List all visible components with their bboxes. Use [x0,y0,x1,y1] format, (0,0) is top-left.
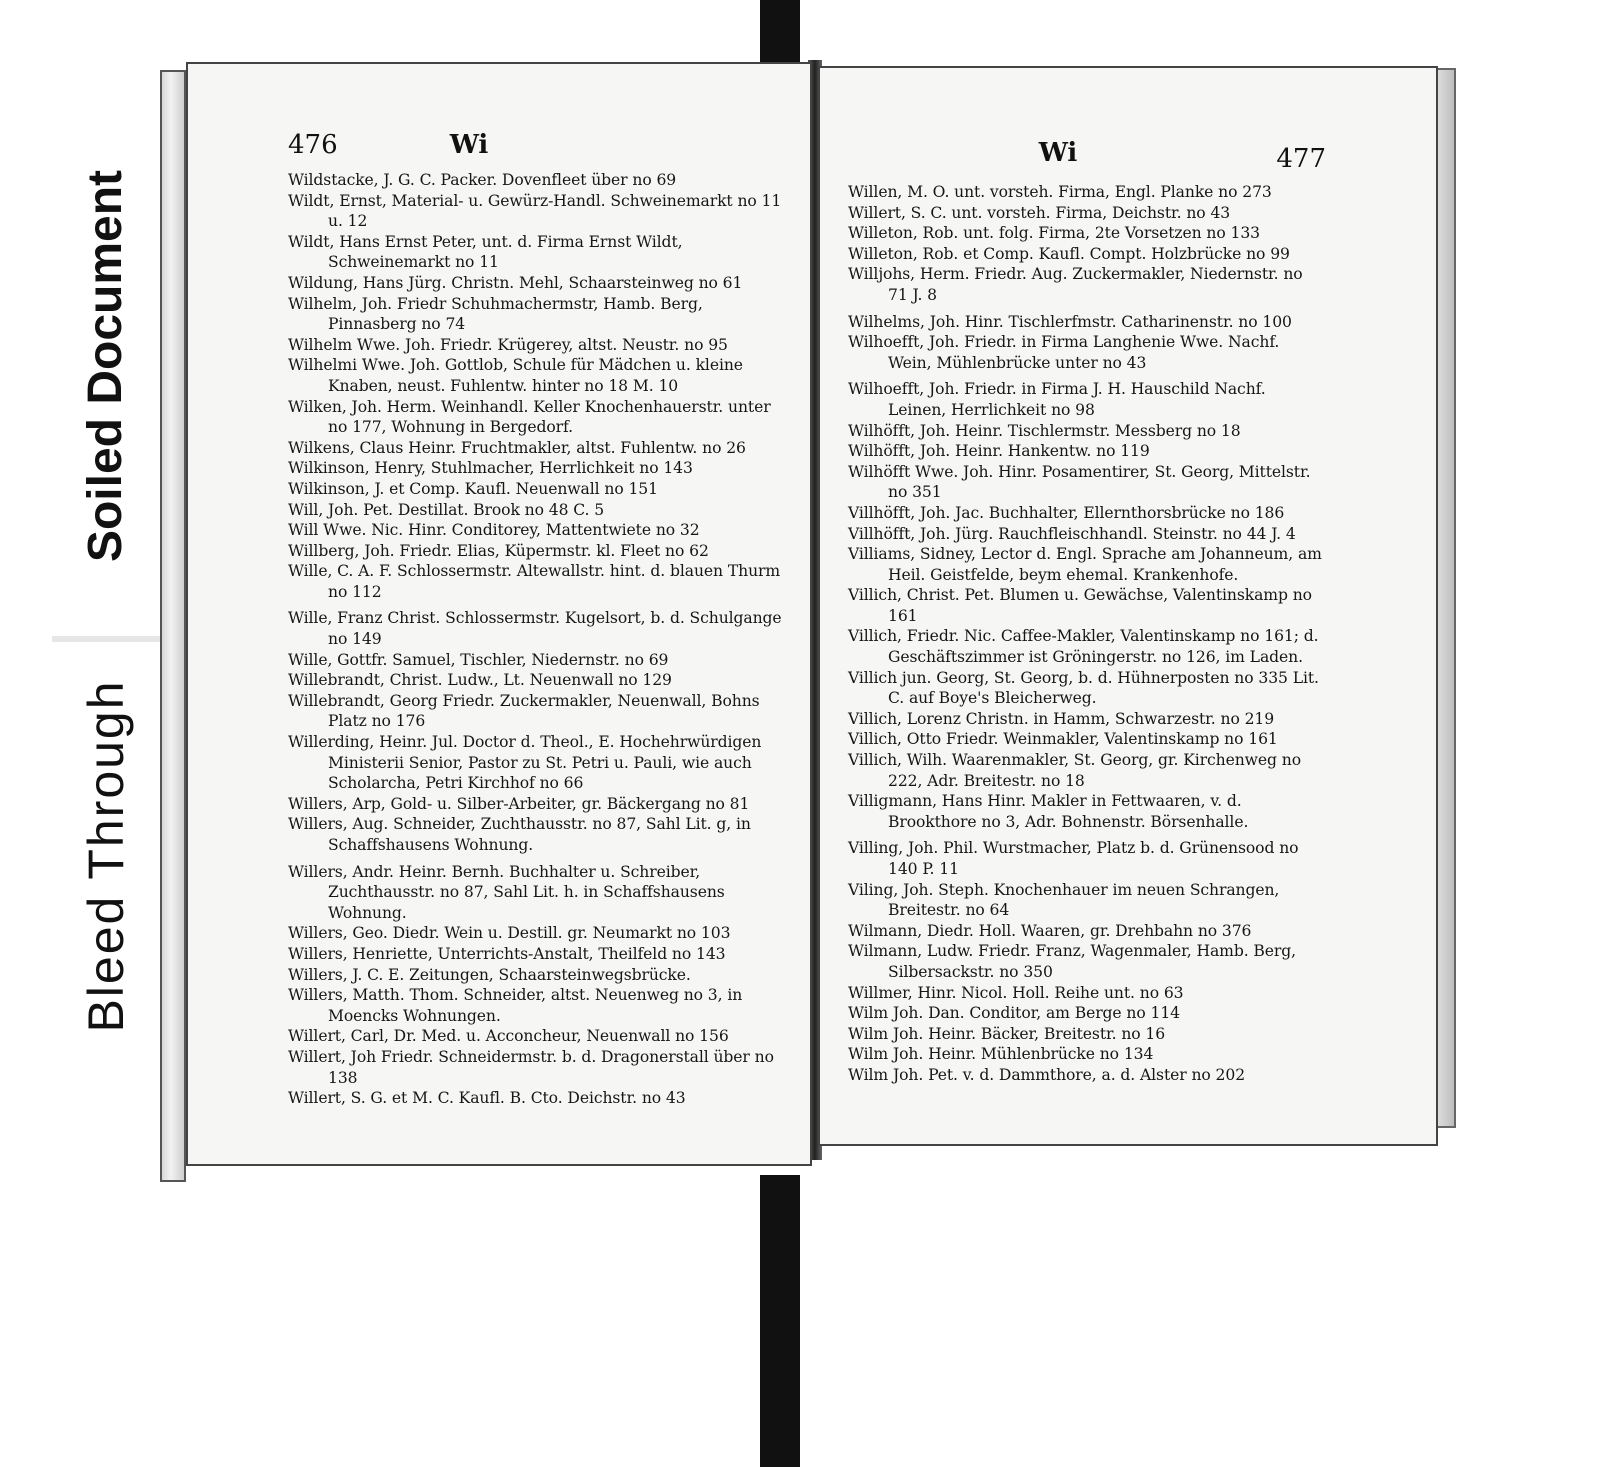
directory-entry [848,244,1326,265]
directory-entry [848,524,1326,545]
directory-entry-text: Villich, Lorenz Christn. in Hamm, Schwarzestr. no 219 [848,709,1275,728]
directory-entry [848,312,1326,333]
directory-entry-text: Villich jun. Georg, St. Georg, b. d. Hühnerposten no 335 Lit. C. auf Boye's Bleicherweg. [848,668,1319,708]
directory-entry [288,862,788,924]
directory-entry [288,670,788,691]
directory-entry-text: Wilhoefft, Joh. Friedr. in Firma J. H. Hauschild Nachf. Leinen, Herrlichkeit no 98 [848,380,1266,419]
overlay-label-strip [52,96,160,1116]
directory-entry-text: Willert, Joh Friedr. Schneidermstr. b. d. Dragonerstall über no 138 [288,1047,774,1087]
directory-entry [288,232,788,273]
directory-entry-text: Wilm Joh. Pet. v. d. Dammthore, a. d. Alster no 202 [848,1065,1246,1084]
directory-entry-text: Willeton, Rob. et Comp. Kaufl. Compt. Holzbrücke no 99 [848,244,1290,263]
directory-entry [288,500,788,521]
directory-entry-text: Villing, Joh. Phil. Wurstmacher, Platz b. d. Grünensood no 140 P. 11 [848,839,1299,878]
directory-entry [848,264,1326,305]
directory-entry [288,732,788,794]
directory-entry [288,273,788,294]
right-running-head [820,134,1436,174]
directory-entry-text: Villigmann, Hans Hinr. Makler in Fettwaaren, v. d. Brookthore no 3, Adr. Bohnenstr. Börsenhalle. [848,792,1249,831]
directory-entry [288,608,788,649]
directory-entry [288,561,788,602]
left-page-number: 476 [288,130,338,160]
directory-entry-text: Willjohs, Herm. Friedr. Aug. Zuckermakler, Niedernstr. no 71 J. 8 [848,265,1303,304]
directory-entry [848,880,1326,921]
directory-entry-text: Wilhöfft Wwe. Joh. Hinr. Posamentirer, St. Georg, Mittelstr. no 351 [848,462,1311,502]
directory-entry-text: Wille, Franz Christ. Schlossermstr. Kugelsort, b. d. Schulgange no 149 [288,609,782,649]
directory-entry [848,709,1326,730]
directory-entry [848,1044,1326,1065]
directory-entry [288,650,788,671]
directory-entry [288,541,788,562]
directory-entry-text: Wilm Joh. Heinr. Mühlenbrücke no 134 [848,1045,1154,1064]
right-entry-list [848,182,1326,1086]
directory-entry [288,191,788,232]
directory-entry-text: Viling, Joh. Steph. Knochenhauer im neuen Schrangen, Breitestr. no 64 [848,880,1280,920]
directory-entry-text: Willebrandt, Georg Friedr. Zuckermakler, Neuenwall, Bohns Platz no 176 [288,691,760,731]
directory-entry-text: Villich, Christ. Pet. Blumen u. Gewächse, Valentinskamp no 161 [848,586,1312,625]
directory-entry-text: Wilhelm, Joh. Friedr Schuhmachermstr, Hamb. Berg, Pinnasberg no 74 [288,294,703,334]
directory-entry-text: Wilhelms, Joh. Hinr. Tischlerfmstr. Catharinenstr. no 100 [848,312,1292,331]
directory-entry [848,421,1326,442]
directory-entry-text: Willers, Aug. Schneider, Zuchthausstr. no 87, Sahl Lit. g, in Schaffshausens Wohnung. [288,815,751,854]
directory-entry-text: Willeton, Rob. unt. folg. Firma, 2te Vorsetzen no 133 [848,224,1260,243]
directory-entry [848,921,1326,942]
directory-entry [288,923,788,944]
directory-entry [848,750,1326,791]
directory-entry-text: Wilhelmi Wwe. Joh. Gottlob, Schule für Mädchen u. kleine Knaben, neust. Fuhlentw. hinter no 18 M. 10 [288,356,743,395]
directory-entry [288,438,788,459]
directory-entry [848,203,1326,224]
directory-entry-text: Wilmann, Diedr. Holl. Waaren, gr. Drehbahn no 376 [848,921,1252,940]
directory-entry [848,1065,1326,1086]
directory-entry [288,1026,788,1047]
directory-entry-text: Willers, Matth. Thom. Schneider, altst. Neuenweg no 3, in Moencks Wohnungen. [288,986,743,1025]
directory-entry-text: Willers, Arp, Gold- u. Silber-Arbeiter, gr. Bäckergang no 81 [288,794,750,813]
directory-entry [288,170,788,191]
directory-entry-text: Willers, Geo. Diedr. Wein u. Destill. gr. Neumarkt no 103 [288,924,731,943]
directory-entry [848,626,1326,667]
directory-entry-text: Willers, Andr. Heinr. Bernh. Buchhalter u. Schreiber, Zuchthausstr. no 87, Sahl Lit. h. in Schaffshausens Wohnung. [288,862,725,922]
left-entry-list [288,170,788,1109]
directory-entry [848,668,1326,709]
directory-entry [848,838,1326,879]
directory-entry-text: Willert, S. G. et M. C. Kaufl. B. Cto. Deichstr. no 43 [288,1089,686,1108]
directory-entry-text: Villiams, Sidney, Lector d. Engl. Sprache am Johanneum, am Heil. Geistfelde, beym ehemal. Krankenhofe. [848,545,1322,584]
left-running-head [188,130,810,170]
directory-entry [848,462,1326,503]
directory-entry [288,985,788,1026]
directory-entry-text: Wilmann, Ludw. Friedr. Franz, Wagenmaler, Hamb. Berg, Silbersackstr. no 350 [848,942,1297,981]
directory-entry-text: Wilkinson, Henry, Stuhlmacher, Herrlichkeit no 143 [288,459,693,478]
binding-strap-bottom [760,1175,800,1467]
directory-entry-text: Villich, Friedr. Nic. Caffee-Makler, Valentinskamp no 161; d. Geschäftszimmer ist Gröningerstr. no 126, im Laden. [848,627,1319,667]
directory-entry-text: Willers, Henriette, Unterrichts-Anstalt, Theilfeld no 143 [288,944,726,963]
directory-entry [848,1003,1326,1024]
directory-entry [848,1024,1326,1045]
book-edge-left [160,70,186,1182]
directory-entry [848,585,1326,626]
directory-entry-text: Wilken, Joh. Herm. Weinhandl. Keller Knochenhauerstr. unter no 177, Wohnung in Bergedorf. [288,397,771,437]
directory-entry [288,355,788,396]
directory-entry [848,729,1326,750]
directory-entry [288,965,788,986]
directory-entry-text: Willert, S. C. unt. vorsteh. Firma, Deichstr. no 43 [848,203,1231,222]
right-page [818,66,1438,1146]
directory-entry-text: Wille, C. A. F. Schlossermstr. Altewallstr. hint. d. blauen Thurm no 112 [288,562,781,601]
directory-entry-text: Wildt, Ernst, Material- u. Gewürz-Handl. Schweinemarkt no 11 u. 12 [288,191,782,231]
directory-entry-text: Wildt, Hans Ernst Peter, unt. d. Firma Ernst Wildt, Schweinemarkt no 11 [288,232,683,272]
directory-entry [288,335,788,356]
directory-entry [848,791,1326,832]
directory-entry [288,458,788,479]
directory-entry-text: Wille, Gottfr. Samuel, Tischler, Niedernstr. no 69 [288,650,669,669]
directory-entry [288,814,788,855]
directory-entry-text: Wildstacke, J. G. C. Packer. Dovenfleet über no 69 [288,171,677,189]
directory-entry [288,944,788,965]
directory-entry-text: Willberg, Joh. Friedr. Elias, Küpermstr. kl. Fleet no 62 [288,541,709,560]
directory-entry-text: Wilhöfft, Joh. Heinr. Hankentw. no 119 [848,442,1150,461]
directory-entry [288,520,788,541]
directory-entry [288,1088,788,1109]
directory-entry [848,379,1326,420]
binding-strap-top [760,0,800,62]
directory-entry-text: Will Wwe. Nic. Hinr. Conditorey, Mattentwiete no 32 [288,521,700,540]
directory-entry-text: Villhöfft, Joh. Jürg. Rauchfleischhandl. Steinstr. no 44 J. 4 [848,524,1296,543]
directory-entry [288,1047,788,1088]
directory-entry [848,182,1326,203]
directory-entry-text: Villhöfft, Joh. Jac. Buchhalter, Ellernthorsbrücke no 186 [848,503,1285,522]
directory-entry-text: Villich, Wilh. Waarenmakler, St. Georg, gr. Kirchenweg no 222, Adr. Breitestr. no 18 [848,751,1302,790]
directory-entry [848,544,1326,585]
directory-entry [288,479,788,500]
directory-entry-text: Wilkinson, J. et Comp. Kaufl. Neuenwall no 151 [288,479,658,498]
directory-entry-text: Wilm Joh. Heinr. Bäcker, Breitestr. no 16 [848,1024,1166,1043]
directory-entry [288,397,788,438]
soiled-document-label: Soiled Document [79,169,132,563]
label-divider [52,636,160,642]
directory-entry-text: Willers, J. C. E. Zeitungen, Schaarsteinwegsbrücke. [288,965,691,984]
directory-entry [848,441,1326,462]
directory-entry-text: Willert, Carl, Dr. Med. u. Acconcheur, Neuenwall no 156 [288,1027,729,1046]
directory-entry-text: Willmer, Hinr. Nicol. Holl. Reihe unt. no 63 [848,983,1184,1002]
left-section-letters: Wi [449,130,489,160]
directory-entry-text: Wildung, Hans Jürg. Christn. Mehl, Schaarsteinweg no 61 [288,273,743,292]
left-page [186,62,812,1166]
directory-entry-text: Wilhoefft, Joh. Friedr. in Firma Langhenie Wwe. Nachf. Wein, Mühlenbrücke unter no 43 [848,333,1280,372]
directory-entry [288,691,788,732]
directory-entry-text: Willerding, Heinr. Jul. Doctor d. Theol., E. Hochehrwürdigen Ministerii Senior, Pastor zu St. Petri u. Pauli, wie auch Scholarcha, Petri Kirchhof no 66 [288,733,762,793]
directory-entry [288,294,788,335]
right-section-letters: Wi [1038,138,1078,168]
directory-entry-text: Wilm Joh. Dan. Conditor, am Berge no 114 [848,1004,1180,1023]
directory-entry [848,332,1326,373]
directory-entry [848,983,1326,1004]
directory-entry-text: Wilhelm Wwe. Joh. Friedr. Krügerey, altst. Neustr. no 95 [288,335,728,354]
directory-entry-text: Will, Joh. Pet. Destillat. Brook no 48 C. 5 [288,500,605,519]
right-page-number: 477 [1276,144,1326,174]
directory-entry-text: Willen, M. O. unt. vorsteh. Firma, Engl. Planke no 273 [848,183,1272,201]
directory-entry [848,941,1326,982]
directory-entry [848,503,1326,524]
directory-entry-text: Wilhöfft, Joh. Heinr. Tischlermstr. Messberg no 18 [848,421,1241,440]
directory-entry [288,794,788,815]
directory-entry-text: Villich, Otto Friedr. Weinmakler, Valentinskamp no 161 [848,730,1278,749]
bleed-through-label: Bleed Through [78,679,134,1033]
directory-entry-text: Willebrandt, Christ. Ludw., Lt. Neuenwall no 129 [288,671,672,690]
directory-entry [848,223,1326,244]
directory-entry-text: Wilkens, Claus Heinr. Fruchtmakler, altst. Fuhlentw. no 26 [288,438,746,457]
